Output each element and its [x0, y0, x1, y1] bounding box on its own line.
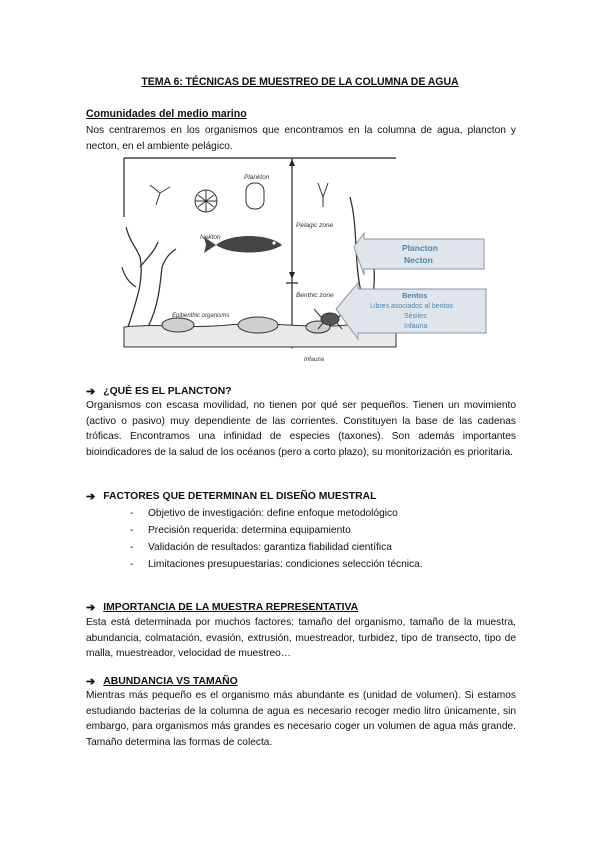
list-item: - Validación de resultados: garantiza fiabilidad científica	[130, 542, 392, 553]
arrow-right-icon: ➔	[86, 676, 96, 688]
arrow-right-icon: ➔	[86, 602, 96, 614]
benthic-box-line1: Libres asociados al bentos	[370, 303, 453, 310]
section-plancton-text: Organismos con escasa movilidad, no tienen por qué ser pequeños. Tienen un movimiento (activo o pasivo) muy dependiente de las corrientes. Constituyen la base de las cadenas tróficas. Encontramos una infinidad de especies (taxones). Son además importantes bioindicadores de la salud de los océanos (pero a corto plazo), su monitorización es prioritaria.	[86, 400, 516, 458]
section-factores-heading: ➔ FACTORES QUE DETERMINAN EL DISEÑO MUESTRAL	[86, 491, 377, 503]
list-item: - Precisión requerida: determina equipamiento	[130, 525, 351, 536]
pelagic-arrow-up-icon	[289, 159, 295, 166]
nekton-label: Nekton	[200, 234, 221, 241]
infauna-label: Infauna	[304, 357, 325, 363]
factores-list	[130, 505, 423, 573]
benthic-zone-label: Benthic zone	[296, 292, 334, 299]
epibenthic-label: Epibenthic organisms	[172, 313, 230, 319]
section-abundancia-text: Mientras más pequeño es el organismo más abundante es (unidad de volumen). Si estamos estudiando bacterias de la columna de agua es necesario recoger medio litro únicamente, sin embargo, para organismos más grandes es necesario coger un volumen de agua más grande. Tamaño determina las formas de colecta.	[86, 690, 516, 748]
section-plancton-heading: ➔ ¿QUÉ ES EL PLANCTON?	[86, 386, 232, 398]
pelagic-box-line2: Necton	[404, 255, 433, 265]
pelagic-box-line1: Plancton	[402, 243, 438, 253]
plankton-label: Plankton	[244, 174, 270, 181]
pelagic-box-arrow	[354, 233, 484, 275]
list-item: - Objetivo de investigación: define enfoque metodológico	[130, 508, 398, 519]
section-importancia-text: Esta está determinada por muchos factores: tamaño del organismo, tamaño de la muestra, abundancia, colmatación, evasión, extrusión, muestreador, turbidez, tipo de transecto, tipo de malla, muestreador, velocidad de muestreo…	[86, 617, 516, 660]
list-item: - Limitaciones presupuestarias: condiciones selección técnica.	[130, 559, 423, 570]
arrow-right-icon: ➔	[86, 491, 96, 503]
plankton-drawings-icon	[150, 183, 328, 212]
marine-zones-figure	[118, 157, 490, 375]
page-title: TEMA 6: TÉCNICAS DE MUESTREO DE LA COLUMNA DE AGUA	[141, 76, 459, 88]
pelagic-zone-label: Pelagic zone	[296, 222, 334, 229]
seaweed-left-icon	[122, 227, 176, 327]
intro-heading: Comunidades del medio marino	[86, 108, 247, 120]
arrow-right-icon: ➔	[86, 386, 96, 398]
intro-paragraph: Nos centraremos en los organismos que encontramos en la columna de agua, plancton y necton, en el ambiente pelágico.	[86, 125, 516, 152]
section-importancia-heading: ➔ IMPORTANCIA DE LA MUESTRA REPRESENTATIVA	[86, 602, 359, 614]
pelagic-arrow-down-icon	[289, 272, 295, 279]
section-abundancia-heading: ➔ ABUNDANCIA VS TAMAÑO	[86, 676, 238, 688]
benthic-box-line3: Infauna	[404, 323, 428, 330]
benthic-box-title: Bentos	[402, 291, 428, 300]
benthic-box-line2: Sésiles	[404, 313, 427, 320]
